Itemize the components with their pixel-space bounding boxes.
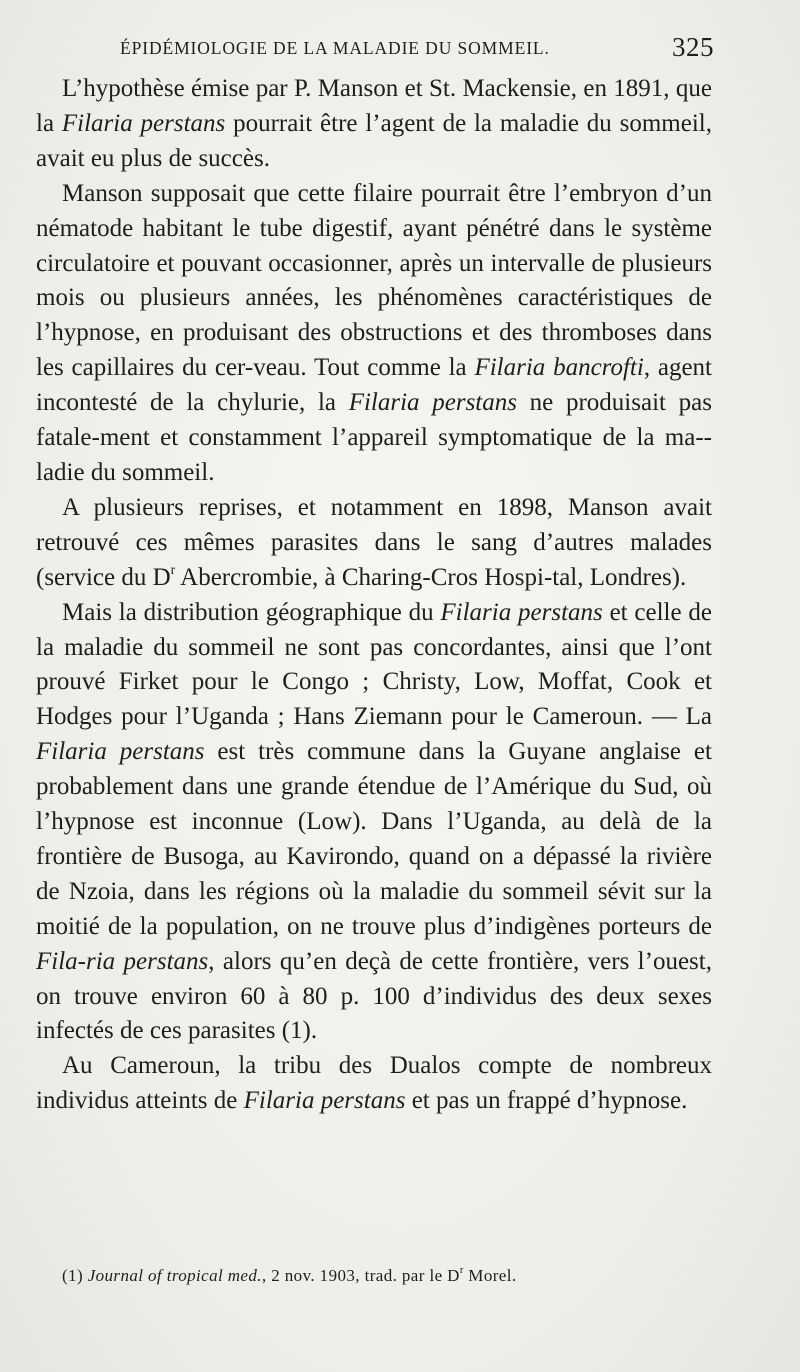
text-run: et pas un frappé d’hypnose. (405, 1087, 688, 1115)
text-run: Abercrombie, à Charing-Cros Hospi-tal, Londres). (175, 563, 687, 591)
superscript: r (459, 1264, 464, 1276)
italic-text: Filaria bancrofti (474, 354, 644, 382)
paragraph (36, 596, 712, 1050)
italic-text: Filaria perstans (440, 598, 603, 626)
italic-text: Filaria perstans (243, 1087, 406, 1115)
text-run: pourrait être l’agent de la maladie du sommeil, avait eu plus de succès. (36, 109, 712, 172)
text-run: , alors qu’en deçà de cette frontière, vers l’ouest, on trouve environ 60 à 80 p. 100 d’individus des deux sexes infectés de ces parasites (1). (36, 947, 712, 1045)
italic-text: Filaria perstans (36, 738, 205, 766)
footnote (62, 1266, 702, 1286)
paragraph (36, 491, 712, 596)
text-run: Morel. (463, 1266, 517, 1285)
italic-text: Journal of tropical med. (87, 1266, 262, 1285)
text-run: est très commune dans la Guyane anglaise et probablement dans une grande étendue de l’Amérique du Sud, où l’hypnose est inconnue (Low). Dans l’Uganda, au delà de la frontière de Busoga, au Kavirondo, quand on a dépassé la rivière de Nzoia, dans les régions où la maladie du sommeil sévit sur la moitié de la population, on ne trouve plus d’indigènes porteurs de (36, 738, 712, 940)
text-run: (1) (62, 1266, 88, 1285)
paragraph (36, 72, 712, 177)
text-run: Manson supposait que cette filaire pourrait être l’embryon d’un nématode habitant le tube digestif, ayant pénétré dans le système circulatoire et pouvant occasionner, après un intervalle de plusieurs mois ou plusieurs années, les phénomènes caractéristiques de l’hypnose, en produisant des obstructions et des thromboses dans les capillaires du cer-veau. Tout comme la (36, 179, 712, 382)
text-run: Au Cameroun, la tribu des Dualos compte de nombreux individus atteints de (36, 1052, 712, 1115)
text-run: , 2 nov. 1903, trad. par le D (261, 1266, 460, 1285)
paragraph (36, 177, 712, 491)
page-number: 325 (672, 32, 714, 62)
text-run: , agent incontesté de la chylurie, la (36, 354, 713, 417)
text-run: et celle de la maladie du sommeil ne sont pas concordantes, ainsi que l’ont prouvé Firket pour le Congo ; Christy, Low, Moffat, Cook et Hodges pour l’Uganda ; Hans Ziemann pour le Cameroun. — La (36, 598, 712, 731)
italic-text: Filaria perstans (61, 109, 226, 137)
superscript: r (170, 561, 176, 577)
italic-text: Filaria perstans (348, 389, 517, 417)
paragraph (36, 1049, 712, 1119)
text-run: Mais la distribution géographique du (62, 598, 441, 626)
page-header (0, 30, 800, 70)
running-title: ÉPIDÉMIOLOGIE DE LA MALADIE DU SOMMEIL. (120, 38, 550, 58)
text-run: ne produisait pas fatale-ment et constamment l’appareil symptomatique de la ma-ladie du sommeil. (36, 389, 712, 486)
body-text (36, 72, 712, 1119)
text-run: L’hypothèse émise par P. Manson et St. Mackensie, en 1891, que la (36, 75, 712, 137)
text-run: A plusieurs reprises, et notamment en 1898, Manson avait retrouvé ces mêmes parasites dans le sang d’autres malades (service du D (36, 493, 712, 591)
italic-text: Fila-ria perstans (36, 947, 209, 975)
